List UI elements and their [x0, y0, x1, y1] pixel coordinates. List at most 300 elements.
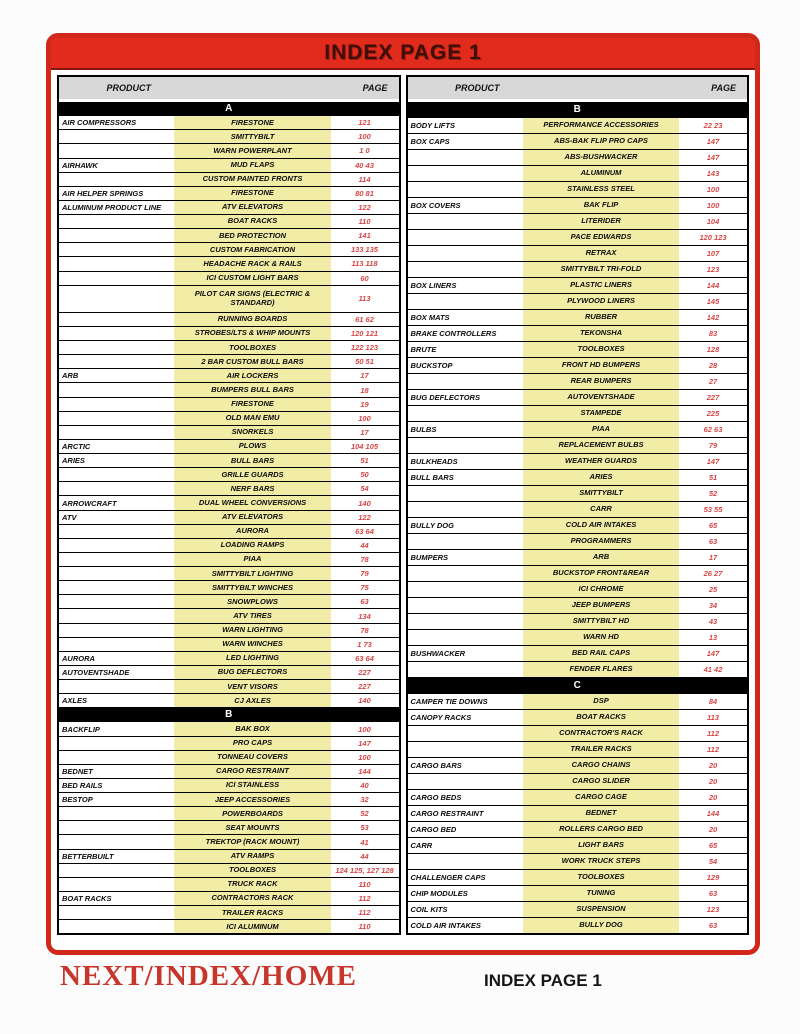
table-row: [408, 502, 748, 518]
brand-cell: [59, 821, 174, 834]
index-table-left: [57, 75, 401, 935]
brand-cell: [59, 737, 174, 750]
page-cell: 147: [706, 649, 720, 658]
table-row: [59, 892, 399, 906]
brand-cell: BODY LIFTS: [410, 121, 455, 130]
product-cell: PROGRAMMERS: [523, 534, 679, 549]
product-cell: SMITTYBILT HD: [523, 614, 679, 629]
product-cell: STROBES/LTS & WHIP MOUNTS: [174, 327, 330, 340]
brand-cell: [408, 502, 523, 517]
table-header: [408, 77, 748, 102]
page-cell: 123: [706, 905, 720, 914]
page-cell: 65: [708, 841, 718, 850]
product-cell: BAK FLIP: [523, 198, 679, 213]
brand-cell: CHIP MODULES: [410, 889, 468, 898]
page-cell: 227: [358, 682, 371, 692]
brand-cell: [59, 173, 174, 186]
table-row: [408, 518, 748, 534]
table-row: [408, 710, 748, 726]
brand-cell: [408, 166, 523, 181]
table-row: [408, 582, 748, 598]
brand-cell: [59, 807, 174, 820]
brand-cell: [408, 486, 523, 501]
product-cell: BEDNET: [523, 806, 679, 821]
brand-cell: AUTOVENTSHADE: [62, 668, 130, 678]
brand-cell: CARGO BEDS: [410, 793, 462, 802]
table-row: [59, 383, 399, 397]
page-cell: 143: [706, 169, 720, 178]
brand-cell: BACKFLIP: [62, 724, 100, 734]
table-row: [59, 609, 399, 623]
brand-cell: [59, 355, 174, 368]
page-cell: 100: [358, 752, 371, 762]
product-cell: ATV TIRES: [174, 609, 330, 622]
brand-cell: [408, 262, 523, 277]
brand-cell: [59, 567, 174, 580]
table-row: [59, 215, 399, 229]
table-row: [59, 751, 399, 765]
table-row: [408, 294, 748, 310]
brand-cell: BRAKE CONTROLLERS: [410, 329, 497, 338]
table-row: [408, 630, 748, 646]
page-cell: 44: [360, 540, 369, 550]
brand-cell: [59, 751, 174, 764]
table-row: [59, 496, 399, 510]
table-row: [408, 358, 748, 374]
page-cell: 78: [360, 625, 369, 635]
product-cell: ATV RAMPS: [174, 850, 330, 863]
brand-cell: [59, 864, 174, 877]
product-cell: ABS-BAK FLIP PRO CAPS: [523, 134, 679, 149]
product-cell: SMITTYBILT: [523, 486, 679, 501]
product-cell: FENDER FLARES: [523, 662, 679, 677]
brand-cell: COLD AIR INTAKES: [410, 921, 481, 930]
brand-cell: ATV: [62, 512, 77, 522]
page-cell: 50: [360, 470, 369, 480]
brand-cell: BOX LINERS: [410, 281, 457, 290]
product-cell: CONTRACTORS RACK: [174, 892, 330, 905]
product-cell: VENT VISORS: [174, 680, 330, 693]
product-cell: PRO CAPS: [174, 737, 330, 750]
product-cell: PERFORMANCE ACCESSORIES: [523, 118, 679, 133]
product-cell: 2 BAR CUSTOM BULL BARS: [174, 355, 330, 368]
product-cell: SEAT MOUNTS: [174, 821, 330, 834]
brand-cell: BED RAILS: [62, 781, 103, 791]
table-row: [59, 807, 399, 821]
brand-cell: [408, 854, 523, 869]
brand-cell: [59, 595, 174, 608]
page-cell: 52: [360, 809, 369, 819]
product-cell: AIR LOCKERS: [174, 369, 330, 382]
brand-cell: BEDNET: [62, 766, 93, 776]
brand-cell: [59, 624, 174, 637]
page-cell: 51: [708, 473, 718, 482]
product-cell: LED LIGHTING: [174, 652, 330, 665]
table-row: [408, 422, 748, 438]
brand-cell: [59, 341, 174, 354]
table-row: [408, 166, 748, 182]
table-row: [408, 598, 748, 614]
brand-cell: CAMPER TIE DOWNS: [410, 697, 488, 706]
page-cell: 227: [706, 393, 720, 402]
brand-cell: [408, 214, 523, 229]
page-cell: 50 51: [355, 357, 374, 367]
page-cell: 20: [708, 761, 718, 770]
table-row: [59, 482, 399, 496]
page-cell: 63: [708, 537, 718, 546]
product-cell: ALUMINUM: [523, 166, 679, 181]
page-cell: 113: [707, 713, 719, 722]
page-cell: 26 27: [703, 569, 723, 578]
table-row: [408, 646, 748, 662]
page-cell: 120 123: [699, 233, 727, 242]
product-cell: BED PROTECTION: [174, 229, 330, 242]
brand-cell: [408, 438, 523, 453]
page-title: INDEX PAGE 1: [324, 41, 482, 64]
product-cell: BAK BOX: [174, 722, 330, 735]
table-row: [408, 486, 748, 502]
page-cell: 100: [706, 201, 720, 210]
page-cell: 147: [706, 457, 720, 466]
brand-cell: ARIES: [62, 456, 85, 466]
brand-cell: COIL KITS: [410, 905, 448, 914]
page-cell: 40: [360, 781, 369, 791]
brand-cell: [59, 383, 174, 396]
brand-cell: [59, 920, 174, 933]
table-row: [408, 806, 748, 822]
table-row: [408, 758, 748, 774]
page-cell: 144: [358, 766, 371, 776]
page-cell: 20: [708, 825, 718, 834]
product-cell: TRAILER RACKS: [174, 906, 330, 919]
brand-cell: BOAT RACKS: [62, 894, 112, 904]
brand-cell: BUMPERS: [410, 553, 449, 562]
page-cell: 120 121: [350, 329, 379, 339]
brand-cell: [408, 726, 523, 741]
product-cell: MUD FLAPS: [174, 159, 330, 172]
product-cell: SMITTYBILT: [174, 130, 330, 143]
page-cell: 107: [706, 249, 720, 258]
page-cell: 78: [360, 555, 369, 565]
product-cell: RUNNING BOARDS: [174, 313, 330, 326]
brand-cell: CARGO BED: [410, 825, 457, 834]
page-header-label: PAGE: [362, 83, 388, 93]
brand-cell: [59, 412, 174, 425]
table-row: [408, 774, 748, 790]
table-row: [59, 638, 399, 652]
brand-cell: [408, 294, 523, 309]
table-row: [59, 130, 399, 144]
page-cell: 134: [358, 611, 371, 621]
table-row: [59, 553, 399, 567]
brand-cell: [59, 609, 174, 622]
table-row: [59, 257, 399, 271]
brand-cell: [59, 482, 174, 495]
product-cell: CARR: [523, 502, 679, 517]
page-cell: 80 81: [355, 188, 374, 198]
table-row: [59, 722, 399, 736]
brand-cell: AURORA: [62, 653, 95, 663]
product-cell: TRUCK RACK: [174, 878, 330, 891]
product-cell: REPLACEMENT BULBS: [523, 438, 679, 453]
table-row: [408, 838, 748, 854]
page-cell: 65: [708, 521, 718, 530]
page-cell: 133 135: [350, 245, 379, 255]
page-cell: 144: [706, 281, 720, 290]
product-cell: TOOLBOXES: [523, 342, 679, 357]
product-cell: PIAA: [174, 553, 330, 566]
page-cell: 17: [708, 553, 718, 562]
product-cell: FIRESTONE: [174, 398, 330, 411]
product-cell: NERF BARS: [174, 482, 330, 495]
brand-cell: BESTOP: [62, 795, 93, 805]
product-cell: CARGO RESTRAINT: [174, 765, 330, 778]
page-cell: 63: [708, 889, 718, 898]
brand-cell: [408, 582, 523, 597]
page-cell: 142: [706, 313, 720, 322]
product-cell: CONTRACTOR'S RACK: [523, 726, 679, 741]
brand-cell: [408, 742, 523, 757]
brand-cell: BOX CAPS: [410, 137, 450, 146]
page-cell: 104 105: [350, 442, 379, 452]
page-cell: 129: [706, 873, 720, 882]
page-cell: 124 125, 127 128: [335, 865, 394, 875]
footer-page-label: INDEX PAGE 1: [484, 971, 602, 990]
page-cell: 147: [706, 153, 720, 162]
table-row: [408, 470, 748, 486]
brand-cell: [59, 539, 174, 552]
page-cell: 112: [707, 729, 719, 738]
page-cell: 19: [360, 399, 369, 409]
product-cell: POWERBOARDS: [174, 807, 330, 820]
page-header-label: PAGE: [711, 83, 736, 93]
product-cell: BUG DEFLECTORS: [174, 666, 330, 679]
page-cell: 140: [358, 498, 371, 508]
page-cell: 1 0: [359, 146, 370, 156]
product-header-label: PRODUCT: [455, 83, 500, 93]
brand-cell: BRUTE: [410, 345, 437, 354]
product-cell: LOADING RAMPS: [174, 539, 330, 552]
table-row: [59, 878, 399, 892]
product-cell: HEADACHE RACK & RAILS: [174, 257, 330, 270]
brand-cell: BOX MATS: [410, 313, 450, 322]
brand-cell: BUSHWACKER: [410, 649, 466, 658]
table-row: [59, 272, 399, 286]
page-cell: 27: [708, 377, 718, 386]
product-cell: AURORA: [174, 525, 330, 538]
table-row: [408, 150, 748, 166]
table-row: [59, 229, 399, 243]
product-cell: AUTOVENTSHADE: [523, 390, 679, 405]
product-cell: BULLY DOG: [523, 918, 679, 933]
table-row: [59, 765, 399, 779]
product-cell: SMITTYBILT WINCHES: [174, 581, 330, 594]
table-row: [408, 342, 748, 358]
table-row: [408, 662, 748, 678]
product-cell: TUNING: [523, 886, 679, 901]
product-cell: DUAL WHEEL CONVERSIONS: [174, 496, 330, 509]
table-row: [408, 214, 748, 230]
page-cell: 17: [360, 371, 369, 381]
product-cell: FIRESTONE: [174, 116, 330, 129]
product-cell: ICI STAINLESS: [174, 779, 330, 792]
product-cell: PILOT CAR SIGNS (ELECTRIC & STANDARD): [174, 286, 330, 312]
page-cell: 100: [706, 185, 720, 194]
brand-cell: BULKHEADS: [410, 457, 458, 466]
section-divider: A: [59, 102, 399, 116]
brand-cell: [59, 286, 174, 312]
table-row: [408, 790, 748, 806]
brand-cell: [408, 630, 523, 645]
brand-cell: CARGO RESTRAINT: [410, 809, 484, 818]
brand-cell: [59, 525, 174, 538]
table-row: [59, 595, 399, 609]
table-row: [408, 918, 748, 933]
brand-cell: [408, 534, 523, 549]
page-cell: 22 23: [703, 121, 723, 130]
page-cell: 114: [358, 174, 371, 184]
product-cell: TOOLBOXES: [523, 870, 679, 885]
brand-cell: [408, 374, 523, 389]
table-row: [408, 438, 748, 454]
table-row: [408, 310, 748, 326]
table-row: [59, 440, 399, 454]
page-cell: 63: [360, 597, 369, 607]
table-body: [408, 102, 748, 933]
page-cell: 75: [360, 583, 369, 593]
page-cell: 20: [708, 793, 718, 802]
index-table-right: [406, 75, 750, 935]
product-cell: ICI CUSTOM LIGHT BARS: [174, 272, 330, 285]
brand-cell: BULBS: [410, 425, 437, 434]
page-cell: 100: [358, 413, 371, 423]
table-row: [59, 327, 399, 341]
table-row: [408, 694, 748, 710]
brand-cell: [59, 272, 174, 285]
product-header-label: PRODUCT: [106, 83, 152, 93]
table-row: [59, 313, 399, 327]
table-row: [408, 454, 748, 470]
table-row: [408, 118, 748, 134]
table-row: [408, 854, 748, 870]
index-tables: [51, 70, 755, 940]
table-row: [408, 614, 748, 630]
table-row: [59, 680, 399, 694]
brand-cell: ARB: [62, 371, 79, 381]
product-cell: SNORKELS: [174, 426, 330, 439]
table-row: [59, 511, 399, 525]
table-row: [59, 187, 399, 201]
section-divider: B: [408, 102, 748, 118]
product-cell: ICI CHROME: [523, 582, 679, 597]
page-cell: 145: [706, 297, 720, 306]
page-cell: 79: [708, 441, 718, 450]
brand-cell: [408, 662, 523, 677]
brand-cell: [408, 774, 523, 789]
table-row: [408, 246, 748, 262]
product-cell: FRONT HD BUMPERS: [523, 358, 679, 373]
brand-cell: [59, 398, 174, 411]
page-cell: 63 64: [355, 526, 374, 536]
table-row: [408, 390, 748, 406]
brand-cell: CARGO BARS: [410, 761, 462, 770]
table-row: [59, 286, 399, 313]
table-row: [408, 230, 748, 246]
brand-cell: [59, 144, 174, 157]
table-row: [59, 920, 399, 933]
product-cell: BED RAIL CAPS: [523, 646, 679, 661]
table-row: [59, 666, 399, 680]
product-cell: PACE EDWARDS: [523, 230, 679, 245]
brand-cell: [59, 327, 174, 340]
page-cell: 147: [706, 137, 720, 146]
brand-cell: [59, 426, 174, 439]
page-cell: 54: [360, 484, 369, 494]
product-cell: TOOLBOXES: [174, 341, 330, 354]
page-cell: 79: [360, 569, 369, 579]
page-cell: 18: [360, 385, 369, 395]
page-cell: 41: [360, 837, 369, 847]
product-cell: CJ AXLES: [174, 694, 330, 707]
product-cell: GRILLE GUARDS: [174, 468, 330, 481]
product-cell: ARB: [523, 550, 679, 565]
page-cell: 121: [358, 118, 371, 128]
product-cell: BULL BARS: [174, 454, 330, 467]
product-cell: BOAT RACKS: [523, 710, 679, 725]
product-cell: ATV ELEVATORS: [174, 511, 330, 524]
page-cell: 40 43: [355, 160, 374, 170]
table-row: [59, 116, 399, 130]
page-cell: 41 42: [703, 665, 723, 674]
table-row: [59, 173, 399, 187]
brand-cell: [408, 566, 523, 581]
page-cell: 225: [706, 409, 720, 418]
footer-nav-link[interactable]: NEXT/INDEX/HOME: [60, 960, 357, 992]
page-cell: 110: [358, 217, 371, 227]
page-cell: 53 55: [703, 505, 723, 514]
page-cell: 34: [708, 601, 718, 610]
product-cell: WARN WINCHES: [174, 638, 330, 651]
product-cell: WEATHER GUARDS: [523, 454, 679, 469]
page-cell: 1 73: [357, 639, 372, 649]
product-cell: ARIES: [523, 470, 679, 485]
brand-cell: [59, 638, 174, 651]
table-row: [59, 821, 399, 835]
page-cell: 110: [358, 879, 371, 889]
product-cell: ICI ALUMINUM: [174, 920, 330, 933]
table-header: [59, 77, 399, 102]
product-cell: REAR BUMPERS: [523, 374, 679, 389]
brand-cell: AIRHAWK: [62, 160, 98, 170]
brand-cell: [59, 835, 174, 848]
page-cell: 63 64: [355, 653, 374, 663]
title-bar: [51, 38, 755, 70]
brand-cell: AIR COMPRESSORS: [62, 118, 137, 128]
product-cell: TEKONSHA: [523, 326, 679, 341]
page-cell: 113: [358, 294, 371, 304]
table-row: [408, 822, 748, 838]
table-row: [59, 652, 399, 666]
table-row: [59, 906, 399, 920]
brand-cell: [59, 229, 174, 242]
table-row: [59, 835, 399, 849]
page-cell: 122 123: [350, 343, 379, 353]
product-cell: TOOLBOXES: [174, 864, 330, 877]
table-row: [59, 412, 399, 426]
table-row: [408, 406, 748, 422]
table-row: [408, 278, 748, 294]
product-cell: DSP: [523, 694, 679, 709]
